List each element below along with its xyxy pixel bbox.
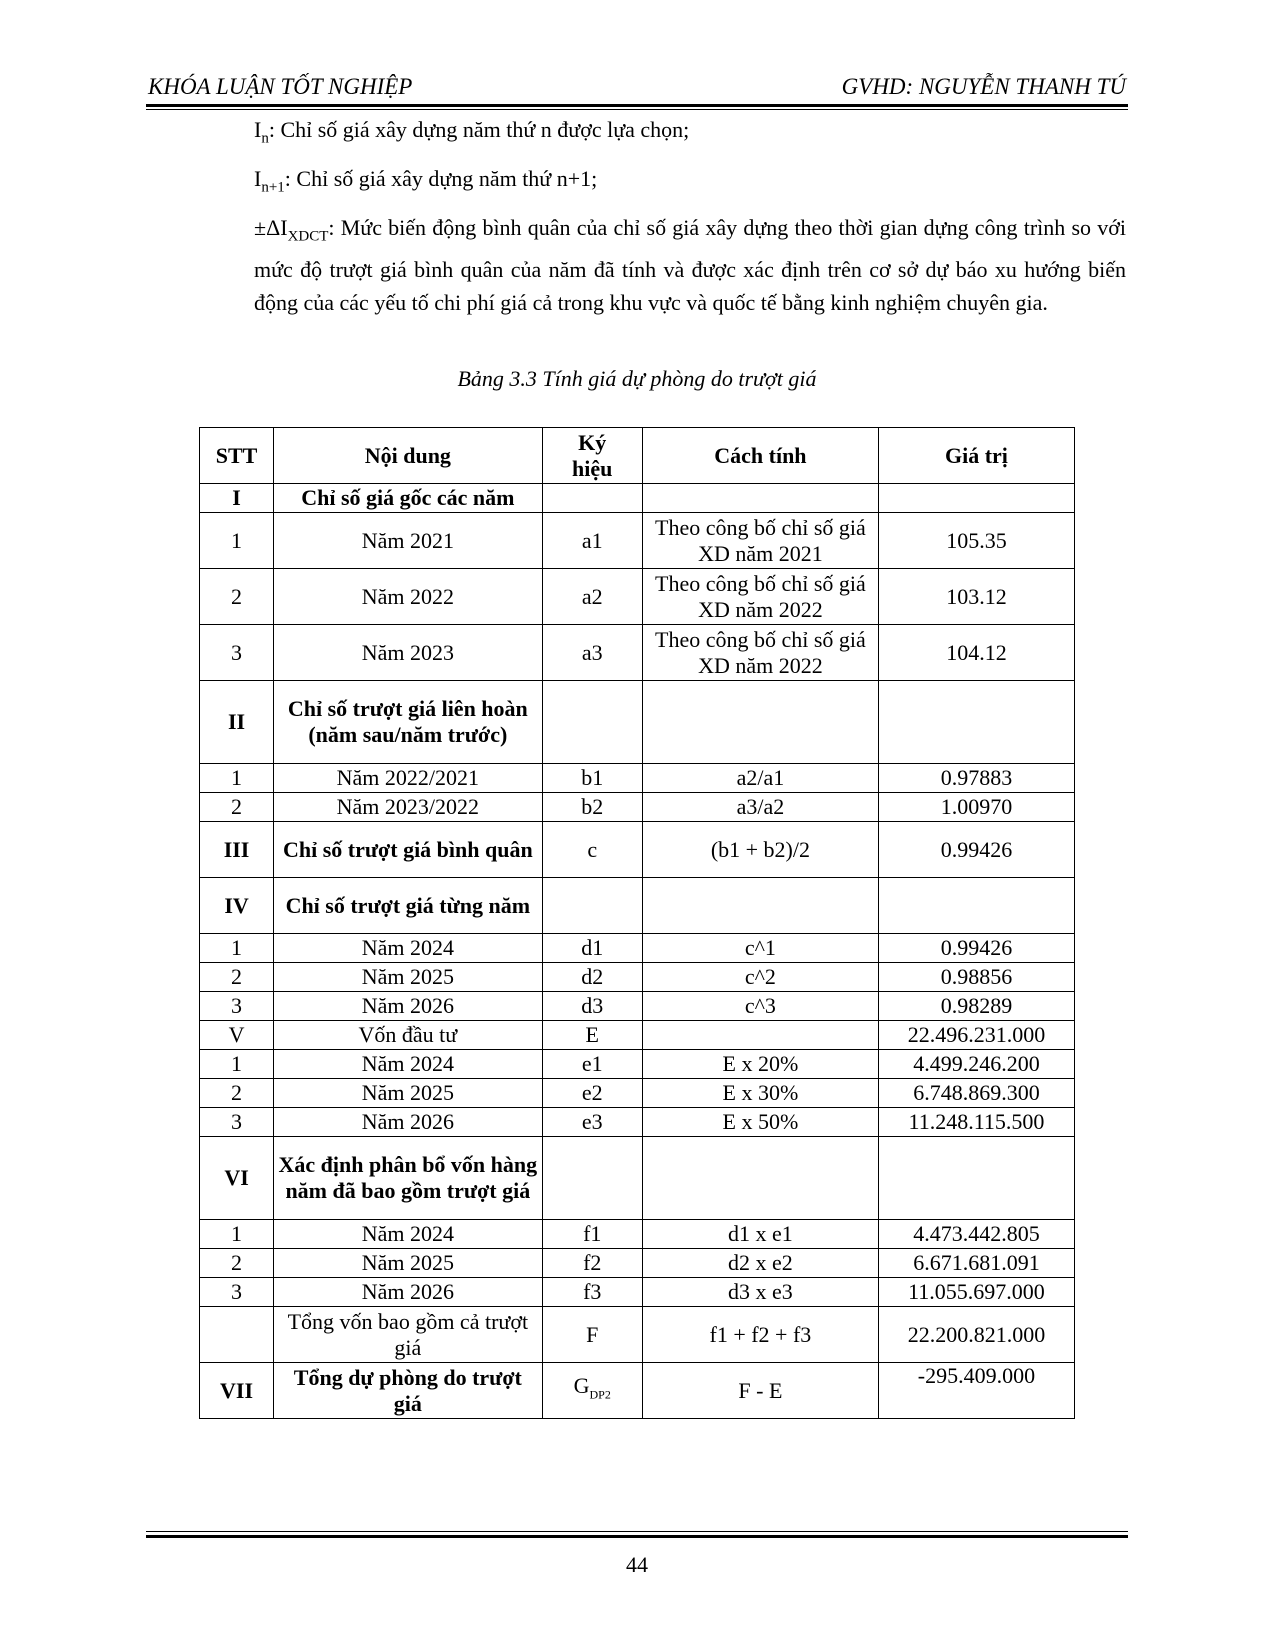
table-header-row (200, 428, 1075, 484)
table-row: 2 Năm 2025 e2 E x 30% 6.748.869.300 (200, 1079, 1075, 1108)
table-row: 2 Năm 2022 a2 Theo công bố chỉ số giá XD năm 2022 103.12 (200, 569, 1075, 625)
header-thesis-title: KHÓA LUẬN TỐT NGHIỆP (148, 74, 413, 99)
price-contingency-table (199, 427, 1075, 1419)
table-row: IV Chỉ số trượt giá từng năm (200, 878, 1075, 934)
table-row: 3 Năm 2023 a3 Theo công bố chỉ số giá XD năm 2022 104.12 (200, 625, 1075, 681)
table-row: 2 Năm 2025 f2 d2 x e2 6.671.681.091 (200, 1249, 1075, 1278)
table-row: 1 Năm 2021 a1 Theo công bố chỉ số giá XD năm 2021 105.35 (200, 513, 1075, 569)
footer-rule-thin (146, 1531, 1128, 1532)
header-advisor: GVHD: NGUYỄN THANH TÚ (841, 74, 1126, 99)
table-row: I Chỉ số giá gốc các năm (200, 484, 1075, 513)
table-row: 1 Năm 2024 f1 d1 x e1 4.473.442.805 (200, 1220, 1075, 1249)
table-row: V Vốn đầu tư E 22.496.231.000 (200, 1021, 1075, 1050)
definition-in1: $I_{n+1}$: Chỉ số giá xây dựng năm thứ n+1; (254, 166, 598, 196)
header-rule-thin (146, 109, 1128, 110)
page-number: 44 (626, 1552, 648, 1577)
table-row-total-contingency: VII Tổng dự phòng do trượt giá $G_{DP2}$ F - E -295.409.000 (200, 1363, 1075, 1419)
table-row: III Chỉ số trượt giá bình quân c (b1 + b2)/2 0.99426 (200, 822, 1075, 878)
header-rule-thick (146, 104, 1128, 107)
table-row: Tổng vốn bao gồm cả trượt giá F f1 + f2 + f3 22.200.821.000 (200, 1307, 1075, 1363)
table-row: 3 Năm 2026 e3 E x 50% 11.248.115.500 (200, 1108, 1075, 1137)
table-row: 2 Năm 2025 d2 c^2 0.98856 (200, 963, 1075, 992)
table-row: 1 Năm 2024 d1 c^1 0.99426 (200, 934, 1075, 963)
header-ky-hieu: Ký hiệu (542, 428, 642, 484)
header-stt: STT (200, 428, 274, 484)
table-row: VI Xác định phân bổ vốn hàng năm đã bao gồm trượt giá (200, 1137, 1075, 1220)
table-row: 1 Năm 2022/2021 b1 a2/a1 0.97883 (200, 764, 1075, 793)
table-row: 3 Năm 2026 d3 c^3 0.98289 (200, 992, 1075, 1021)
definition-in: $I_n$: Chỉ số giá xây dựng năm thứ n được lựa chọn; (254, 117, 690, 147)
header-cach-tinh: Cách tính (642, 428, 878, 484)
header-gia-tri: Giá trị (878, 428, 1074, 484)
page-header (148, 70, 1126, 104)
footer-rule-thick (146, 1535, 1128, 1538)
table-row: 3 Năm 2026 f3 d3 x e3 11.055.697.000 (200, 1278, 1075, 1307)
definition-delta: $\pm\Delta I_{XDCT}$: Mức biến động bình quân của chỉ số giá xây dựng theo thời gian dựng công trình so với mức độ trượt giá bình quân của năm đã tính và được xác định trên cơ sở dự báo xu hướng biến động của các yếu tố chi phí giá cả trong khu vực và quốc tế bằng kinh nghiệm chuyên gia. (254, 215, 1126, 316)
table-row: II Chỉ số trượt giá liên hoàn (năm sau/năm trước) (200, 681, 1075, 764)
table-caption: Bảng 3.3 Tính giá dự phòng do trượt giá (457, 366, 817, 391)
table-row: 2 Năm 2023/2022 b2 a3/a2 1.00970 (200, 793, 1075, 822)
header-noi-dung: Nội dung (274, 428, 543, 484)
table-row: 1 Năm 2024 e1 E x 20% 4.499.246.200 (200, 1050, 1075, 1079)
